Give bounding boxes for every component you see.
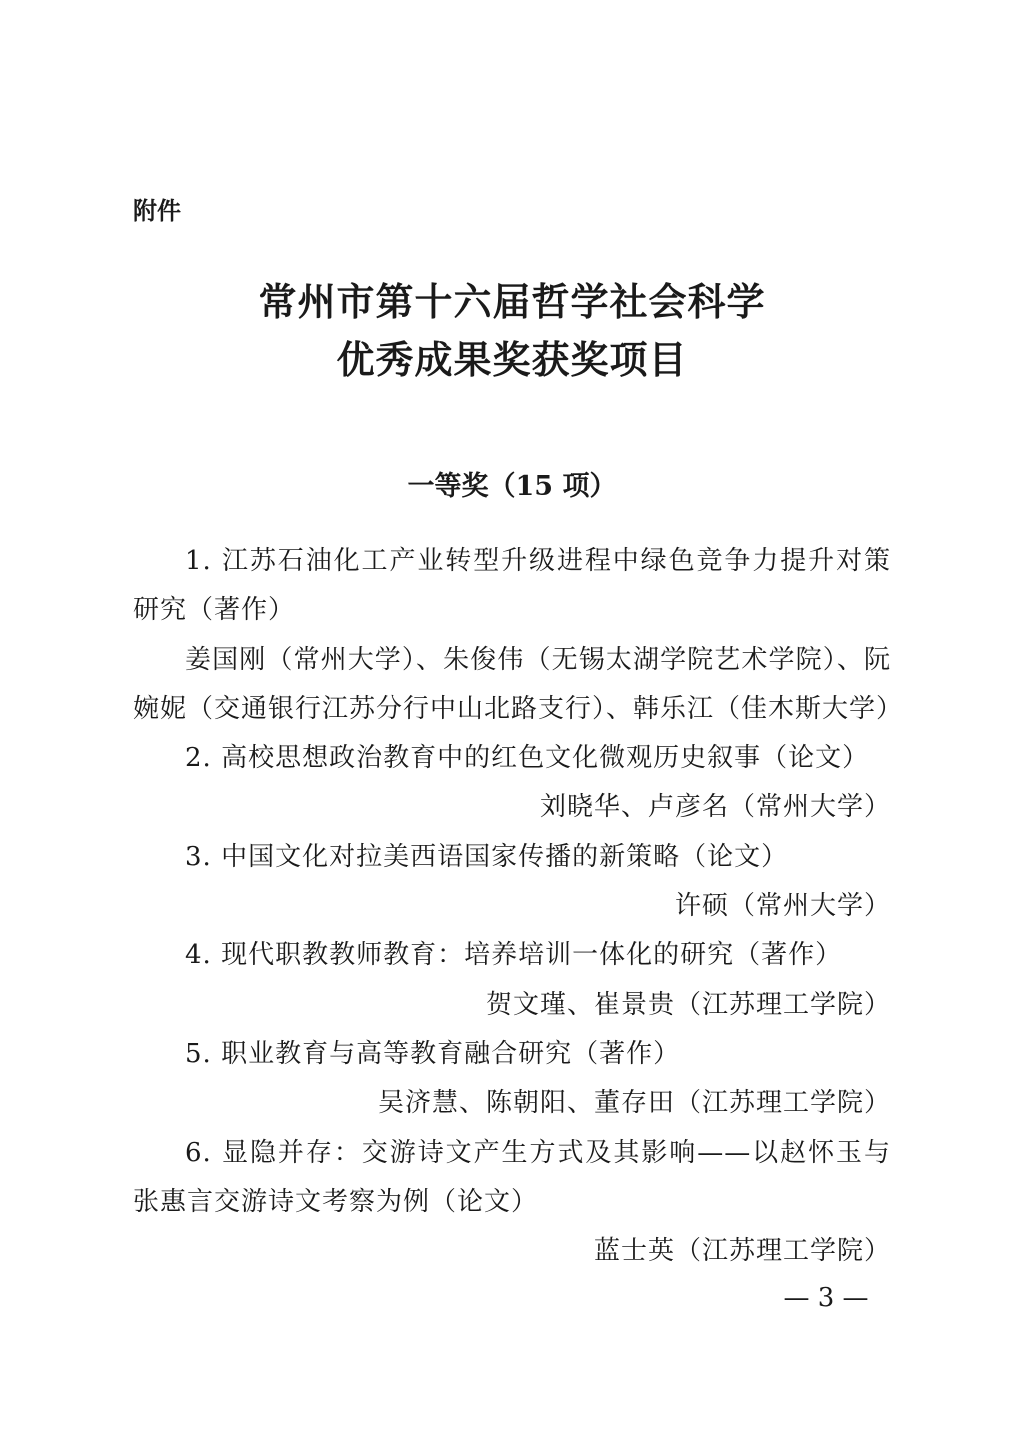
award-1-authors-line-2: 婉妮（交通银行江苏分行中山北路支行）、韩乐江（佳木斯大学） bbox=[133, 693, 904, 724]
document-title-line-1: 常州市第十六届哲学社会科学 bbox=[258, 279, 766, 324]
award-5-authors: 吴济慧、陈朝阳、董存田（江苏理工学院） bbox=[377, 1088, 891, 1119]
award-1-authors-line-1: 姜国刚（常州大学）、朱俊伟（无锡太湖学院艺术学院）、阮 bbox=[185, 644, 891, 675]
section-heading-first-prize: 一等奖（15 项） bbox=[407, 471, 617, 502]
page-number: — 3 — bbox=[783, 1283, 869, 1313]
award-4-authors: 贺文瑾、崔景贵（江苏理工学院） bbox=[485, 989, 891, 1020]
award-3-authors: 许硕（常州大学） bbox=[674, 891, 891, 922]
award-4-title: 4. 现代职教教师教育：培养培训一体化的研究（著作） bbox=[185, 940, 843, 971]
award-2-authors: 刘晓华、卢彦名（常州大学） bbox=[539, 792, 891, 823]
award-6-authors: 蓝士英（江苏理工学院） bbox=[593, 1236, 891, 1267]
award-3-title: 3. 中国文化对拉美西语国家传播的新策略（论文） bbox=[185, 841, 789, 872]
award-list bbox=[133, 537, 904, 1276]
award-1-title-line-1: 1. 江苏石油化工产业转型升级进程中绿色竞争力提升对策 bbox=[185, 546, 891, 576]
award-5-title: 5. 职业教育与高等教育融合研究（著作） bbox=[185, 1038, 681, 1069]
award-6-title-line-1: 6. 显隐并存：交游诗文产生方式及其影响——以赵怀玉与 bbox=[185, 1137, 891, 1168]
award-6-title-line-2: 张惠言交游诗文考察为例（论文） bbox=[133, 1186, 539, 1217]
award-1-title-line-2: 研究（著作） bbox=[133, 595, 296, 626]
attachment-label: 附件 bbox=[133, 197, 181, 225]
document-title-line-2: 优秀成果奖获奖项目 bbox=[336, 337, 688, 382]
award-2-title: 2. 高校思想政治教育中的红色文化微观历史叙事（论文） bbox=[185, 743, 870, 774]
